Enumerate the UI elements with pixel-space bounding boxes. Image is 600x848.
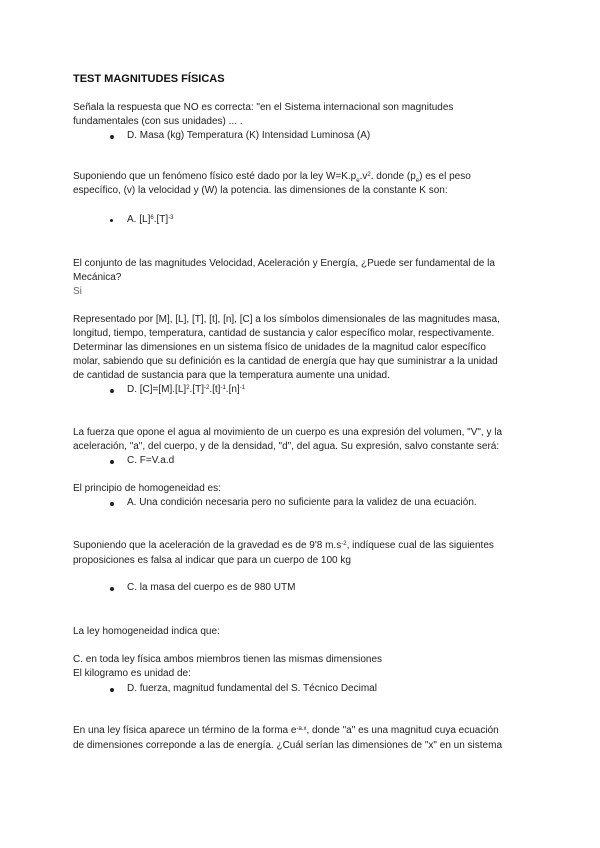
question-10-line-2: de dimensiones correponde a las de energía. ¿Cuál serían las dimensiones de "x" en un sistema <box>73 740 503 751</box>
question-4-line-2: longitud, tiempo, temperatura, cantidad de sustancia y calor específico molar, respectivamente. <box>73 328 495 339</box>
question-5-line-2: aceleración, "a", del cuerpo, y de la densidad, "d", del agua. Su expresión, salvo constante será: <box>73 441 500 452</box>
question-9-line-1: El kilogramo es unidad de: <box>73 668 191 679</box>
bullet-icon <box>110 389 114 393</box>
question-8-line-1: La ley homogeneidad indica que: <box>73 626 220 637</box>
question-2-line-2: específico, (v) la velocidad y (W) la potencia. las dimensiones de la constante K son: <box>73 185 448 196</box>
bullet-icon <box>110 688 114 692</box>
question-3-line-2: Mecánica? <box>73 272 122 283</box>
question-3-answer: Si <box>73 286 82 297</box>
question-2-answer: A. $[L]^6.[T]^{-3}$ <box>127 214 174 225</box>
question-6-answer: A. Una condición necesaria pero no suficiente para la validez de una ecuación. <box>127 497 477 508</box>
question-5-line-1: La fuerza que opone el agua al movimiento de un cuerpo es una expresión del volumen, "V", y la <box>73 427 503 438</box>
page-title: TEST MAGNITUDES FÍSICAS <box>73 73 225 85</box>
question-1-line-2: fundamentales (con sus unidades) ... . <box>73 116 243 127</box>
question-1-answer: D. Masa (kg) Temperatura (K) Intensidad Luminosa (A) <box>127 130 371 141</box>
question-6-line-1: El principio de homogeneidad es: <box>73 483 221 494</box>
question-3-line-1: El conjunto de las magnitudes Velocidad, Aceleración y Energía, ¿Puede ser fundamental de la <box>73 258 495 269</box>
question-7-answer: C. la masa del cuerpo es de 980 UTM <box>127 582 296 593</box>
bullet-icon <box>110 219 113 222</box>
bullet-icon <box>110 460 114 464</box>
question-4-line-3: Determinar las dimensiones en un sistema físico de unidades de la magnitud calor específico <box>73 342 486 353</box>
bullet-icon <box>110 135 114 139</box>
question-7-line-1: Suponiendo que la aceleración de la gravedad es de 9'8 $m.s^{-2}$, indíquese cual de las siguientes <box>73 540 494 551</box>
question-4-line-4: molar, sabiendo que su definición es la cantidad de energía que hay que suministrar a la unidad <box>73 356 498 367</box>
question-1-line-1: Señala la respuesta que NO es correcta: "en el Sistema internacional son magnitudes <box>73 102 454 113</box>
question-4-answer: D. $[C]=[M].[L]^2.[T]^{-2}.[t]^{-1}.[n]^{-1}$ <box>127 384 246 395</box>
question-10-line-1: En una ley física aparece un término de la forma $e^{-a.x}$, donde "a" es una magnitud cuya ecuación <box>73 725 499 736</box>
question-4-line-1: Representado por [M], [L], [T], [t], [n], [C] a los símbolos dimensionales de las magnitudes masa, <box>73 314 500 325</box>
bullet-icon <box>110 502 114 506</box>
question-9-answer: D. fuerza, magnitud fundamental del S. Técnico Decimal <box>127 683 377 694</box>
bullet-icon <box>110 587 114 591</box>
question-5-answer: C. F=V.a.d <box>127 455 175 466</box>
question-2-line-1: Suponiendo que un fenómeno físico esté dado por la ley $W=K.p_e.v^2$. donde $(p_e)$ es el peso <box>73 171 471 184</box>
question-8-answer: C. en toda ley física ambos miembros tienen las mismas dimensiones <box>73 654 383 665</box>
question-4-line-5: de cantidad de sustancia para que la temperatura aumente una unidad. <box>73 370 390 381</box>
question-7-line-2: proposiciones es falsa al indicar que para un cuerpo de 100 kg <box>73 555 351 566</box>
